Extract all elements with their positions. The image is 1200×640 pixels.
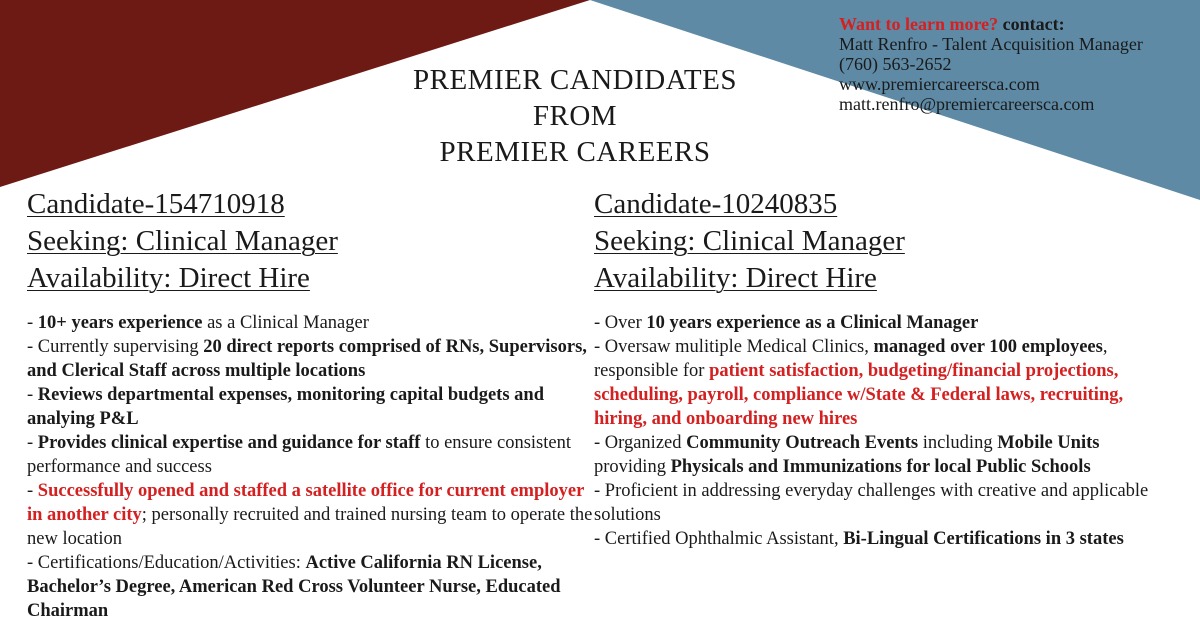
candidate-right-header xyxy=(594,186,905,297)
right-b3-bold-2: Mobile Units xyxy=(997,433,1100,453)
page-title xyxy=(370,62,780,170)
left-b1-pre: - xyxy=(27,313,38,333)
contact-heading xyxy=(839,14,1199,34)
candidate-right-seeking: Seeking: Clinical Manager xyxy=(594,225,905,257)
right-b5-bold: Bi-Lingual Certifications in 3 states xyxy=(843,529,1124,549)
right-bullet-4 xyxy=(594,479,1174,527)
left-b2-pre: - Currently supervising xyxy=(27,337,204,357)
contact-block xyxy=(839,14,1199,114)
left-bullet-4 xyxy=(27,431,602,479)
left-b4-pre: - xyxy=(27,433,38,453)
candidate-left-id: Candidate-154710918 xyxy=(27,188,285,220)
title-line-2: FROM xyxy=(532,100,618,132)
contact-phone[interactable]: (760) 563-2652 xyxy=(839,54,952,74)
contact-name: Matt Renfro - Talent Acquisition Manager xyxy=(839,34,1143,54)
right-b2-bold: managed over 100 employees xyxy=(873,337,1103,357)
candidate-left-header xyxy=(27,186,338,297)
candidate-left-availability: Availability: Direct Hire xyxy=(27,262,310,294)
candidate-right-availability: Availability: Direct Hire xyxy=(594,262,877,294)
right-b2-pre: - Oversaw mulitiple Medical Clinics, xyxy=(594,337,874,357)
left-bullet-1 xyxy=(27,311,602,335)
right-b3-bold-1: Community Outreach Events xyxy=(686,433,919,453)
contact-email[interactable]: matt.renfro@premiercareersca.com xyxy=(839,94,1095,114)
contact-website[interactable]: www.premiercareersca.com xyxy=(839,74,1040,94)
left-bullet-6 xyxy=(27,551,602,623)
right-bullet-3 xyxy=(594,431,1174,479)
contact-lead-tail: contact: xyxy=(998,14,1065,34)
left-b5-highlight: Successfully opened and staffed a satellite office for current employer in another city xyxy=(27,481,584,525)
right-bullet-2 xyxy=(594,335,1174,431)
right-bullet-5 xyxy=(594,527,1174,551)
left-b2-bold: 20 direct reports comprised of RNs, Supervisors, and Clerical Staff across multiple locations xyxy=(27,337,587,381)
left-bullet-2 xyxy=(27,335,602,383)
right-b4-text: - Proficient in addressing everyday challenges with creative and applicable solutions xyxy=(594,481,1149,525)
left-bullet-5 xyxy=(27,479,602,551)
right-b2-mid: , responsible for xyxy=(594,337,1108,381)
right-b3-pre: - Organized xyxy=(594,433,687,453)
right-b3-mid-2: providing xyxy=(594,457,671,477)
left-b6-bold: Active California RN License, Bachelor’s Degree, American Red Cross Volunteer Nurse, Educated Chairman xyxy=(27,553,561,621)
right-b1-bold: 10 years experience as a Clinical Manager xyxy=(646,313,979,333)
left-b3-bold: Reviews departmental expenses, monitoring capital budgets and analying P&L xyxy=(27,385,544,429)
left-b5-pre: - xyxy=(27,481,38,501)
left-b1-bold: 10+ years experience xyxy=(37,313,203,333)
left-b4-bold: Provides clinical expertise and guidance for staff xyxy=(37,433,421,453)
left-b5-post: ; personally recruited and trained nursing team to operate the new location xyxy=(27,505,593,549)
left-bullet-3 xyxy=(27,383,602,431)
contact-lead: Want to learn more? xyxy=(839,14,999,34)
title-line-3: PREMIER CAREERS xyxy=(439,136,711,168)
right-b1-pre: - Over xyxy=(594,313,647,333)
candidate-left-details xyxy=(27,311,602,623)
right-b3-mid: including xyxy=(918,433,998,453)
right-b5-pre: - Certified Ophthalmic Assistant, xyxy=(594,529,844,549)
left-b3-pre: - xyxy=(27,385,38,405)
right-bullet-1 xyxy=(594,311,1174,335)
candidate-right-details xyxy=(594,311,1174,551)
left-b4-post: to ensure consistent performance and success xyxy=(27,433,571,477)
left-b6-pre: - Certifications/Education/Activities: xyxy=(27,553,306,573)
left-b1-post: as a Clinical Manager xyxy=(202,313,369,333)
right-b3-bold-3: Physicals and Immunizations for local Public Schools xyxy=(670,457,1091,477)
candidate-right-id: Candidate-10240835 xyxy=(594,188,838,220)
right-b2-highlight: patient satisfaction, budgeting/financial projections, scheduling, payroll, compliance w/State & Federal laws, recruiting, hiring, and onboarding new hires xyxy=(594,361,1124,429)
candidate-left-seeking: Seeking: Clinical Manager xyxy=(27,225,338,257)
title-line-1: PREMIER CANDIDATES xyxy=(413,64,737,96)
